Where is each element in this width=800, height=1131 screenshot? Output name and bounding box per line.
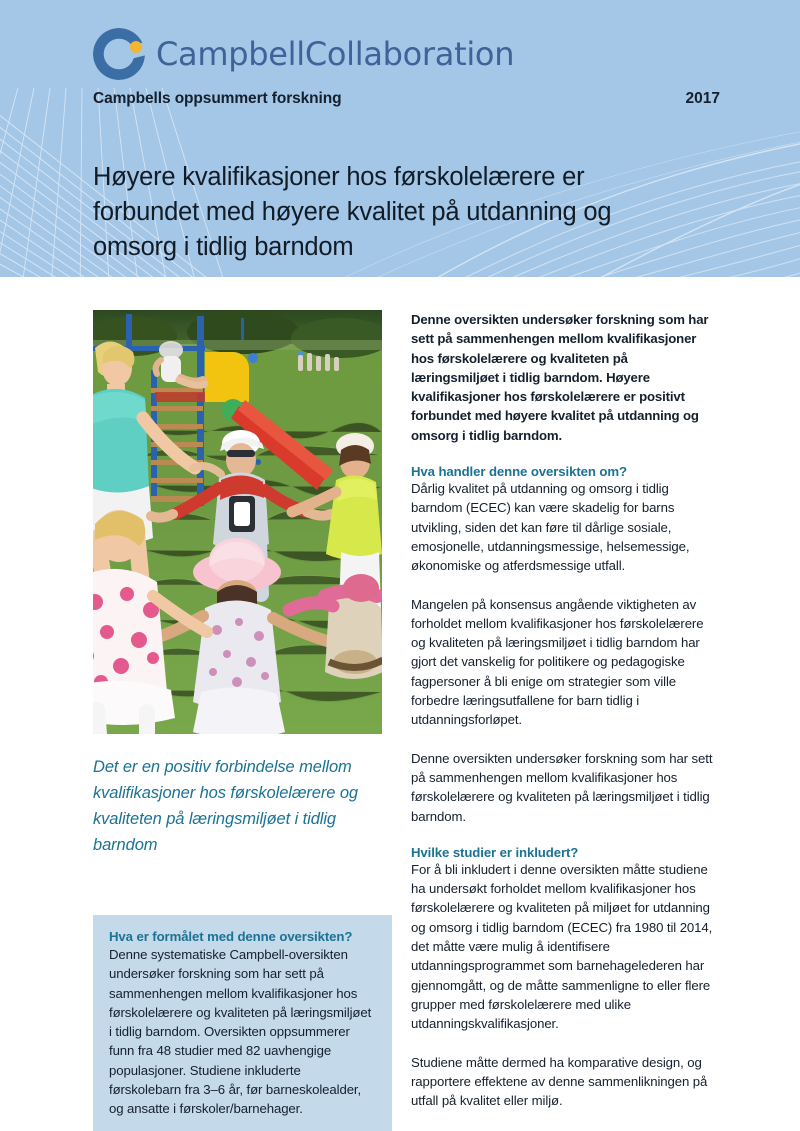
brand-logo — [93, 28, 514, 80]
brand-name: CampbellCollaboration — [156, 35, 515, 73]
section-2-title: Hvilke studier er inkludert? — [411, 844, 579, 860]
pull-quote: Det er en positiv forbindelse mellom kvalifikasjoner hos førskolelærere og kvaliteten på læringsmiljøet i tidlig barndom — [93, 758, 358, 854]
page-title: Høyere kvalifikasjoner hos førskolelærere er forbundet med høyere kvalitet på utdanning og omsorg i tidlig barndom — [93, 163, 612, 261]
section-1-title: Hva handler denne oversikten om? — [411, 464, 627, 480]
info-box-title: Hva er formålet med denne oversikten? — [109, 929, 353, 944]
purpose-info-box — [93, 915, 392, 1131]
section-1-paragraph-3: Denne oversikten undersøker forskning som har sett på sammenhengen mellom kvalifikasjoner hos førskolelærere og kvaliteten på læringsmiljøet i tidlig barndom. — [411, 750, 713, 824]
section-2-paragraph-2: Studiene måtte dermed ha komparative design, og rapportere effektene av denne sammenlikningen på utfall på kvalitet eller miljø. — [411, 1054, 708, 1109]
section-1-paragraph-2: Mangelen på konsensus angående viktigheten av forholdet mellom kvalifikasjoner hos førskolelærere og kvaliteten på læringsmiljøet i tidlig barndom har gjort det vanskelig for politikere og pedagogiske fagpersoner å bli enige om strategier som ville forbedre læringsutfallene for barn tidlig i utdanningsforløpet. — [411, 596, 704, 728]
info-box-body: Denne systematiske Campbell-oversikten undersøker forskning som har sett på sammenhengen mellom kvalifikasjoner hos førskolelærere og kvaliteten på læringsmiljøet i tidlig barndom. Oversikten oppsummerer funn fra 48 studier med 82 uavhengige populasjoner. Studiene inkluderte førskolebarn fra 3–6 år, før barneskolealder, og ansatte i førskoler/barnehager. — [109, 947, 372, 1117]
document-body — [0, 277, 800, 1131]
publication-year: 2017 — [685, 90, 720, 107]
section-2-paragraph-1: For å bli inkludert i denne oversikten måtte studiene ha undersøkt forholdet mellom kvalifikasjoner hos førskolelærere og kvaliteten på miljøet for utdanning og omsorg i tidlig barndom (ECEC) fra 1980 til 2014, det måtte være mulig å identifisere utdanningsprogrammet som barnehagelederen har gjennomgått, og de måtte sammenligne to eller flere grupper med førskolelærere med ulike utdanningskvalifikasjoner. — [411, 861, 713, 1032]
right-column — [411, 310, 715, 1110]
section-1-paragraph-1: Dårlig kvalitet på utdanning og omsorg i tidlig barndom (ECEC) kan være skadelig for barns utvikling, siden det kan føre til dårlige sosiale, emosjonelle, utdanningsmessige, helsemessige, økonomiske og atferdsmessige utfall. — [411, 481, 690, 574]
campbell-c-logo-icon — [93, 28, 145, 80]
header-band — [0, 0, 800, 277]
series-label: Campbells oppsummert forskning — [93, 90, 342, 107]
cover-photo — [93, 310, 382, 734]
summary-lead: Denne oversikten undersøker forskning som har sett på sammenhengen mellom kvalifikasjoner hos førskolelærere og kvaliteten på læringsmiljøet i tidlig barndom. Høyere kvalifikasjoner hos førskolelærere er positivt forbundet med høyere kvalitet på utdanning og omsorg i tidlig barndom. — [411, 312, 709, 443]
left-column — [93, 310, 392, 1117]
playground-photo-illustration — [93, 310, 382, 734]
